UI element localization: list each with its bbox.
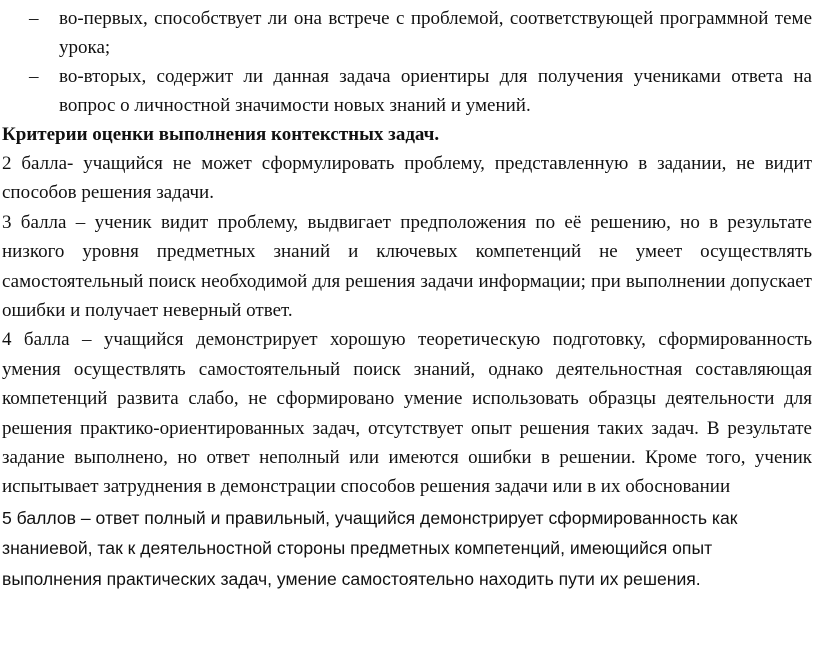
- criterion-4-points: 4 балла – учащийся демонстрирует хорошую теоретическую подготовку, сформированность умения осуществлять самостоятельный поиск знаний, однако деятельностная составляющая компетенций развита слабо, не сформировано умение использовать образцы деятельности для решения практико-ориентированных задач, отсутствует опыт решения таких задач. В результате задание выполнено, но ответ неполный или имеются ошибки в решении. Кроме того, ученик испытывает затруднения в демонстрации способов решения задачи или в их обосновании: [2, 329, 812, 498]
- list-item-text: во-первых, способствует ли она встрече с проблемой, соответствующей программной теме урока;: [59, 8, 812, 58]
- dash-marker: –: [29, 8, 39, 29]
- criterion-2-points: 2 балла- учащийся не может сформулировать проблему, представленную в задании, не видит способов решения задачи.: [2, 153, 812, 204]
- question-list: [2, 4, 812, 120]
- section-heading: Критерии оценки выполнения контекстных задач.: [2, 124, 440, 145]
- list-item-text: во-вторых, содержит ли данная задача ориентиры для получения учениками ответа на вопрос о личностной значимости новых знаний и умений.: [59, 66, 812, 116]
- dash-marker: –: [29, 66, 39, 87]
- list-item: [2, 62, 812, 120]
- criterion-3-points: 3 балла – ученик видит проблему, выдвигает предположения по её решению, но в результате низкого уровня предметных знаний и ключевых компетенций не умеет осуществлять самостоятельный поиск необходимой для решения задачи информации; при выполнении допускает ошибки и получает неверный ответ.: [2, 211, 812, 322]
- list-item: [2, 4, 812, 62]
- criterion-5-points: 5 баллов – ответ полный и правильный, учащийся демонстрирует сформированность как знаниевой, так к деятельностной стороны предметных компетенций, имеющийся опыт выполнения практических задач, умение самостоятельно находить пути их решения.: [2, 507, 738, 589]
